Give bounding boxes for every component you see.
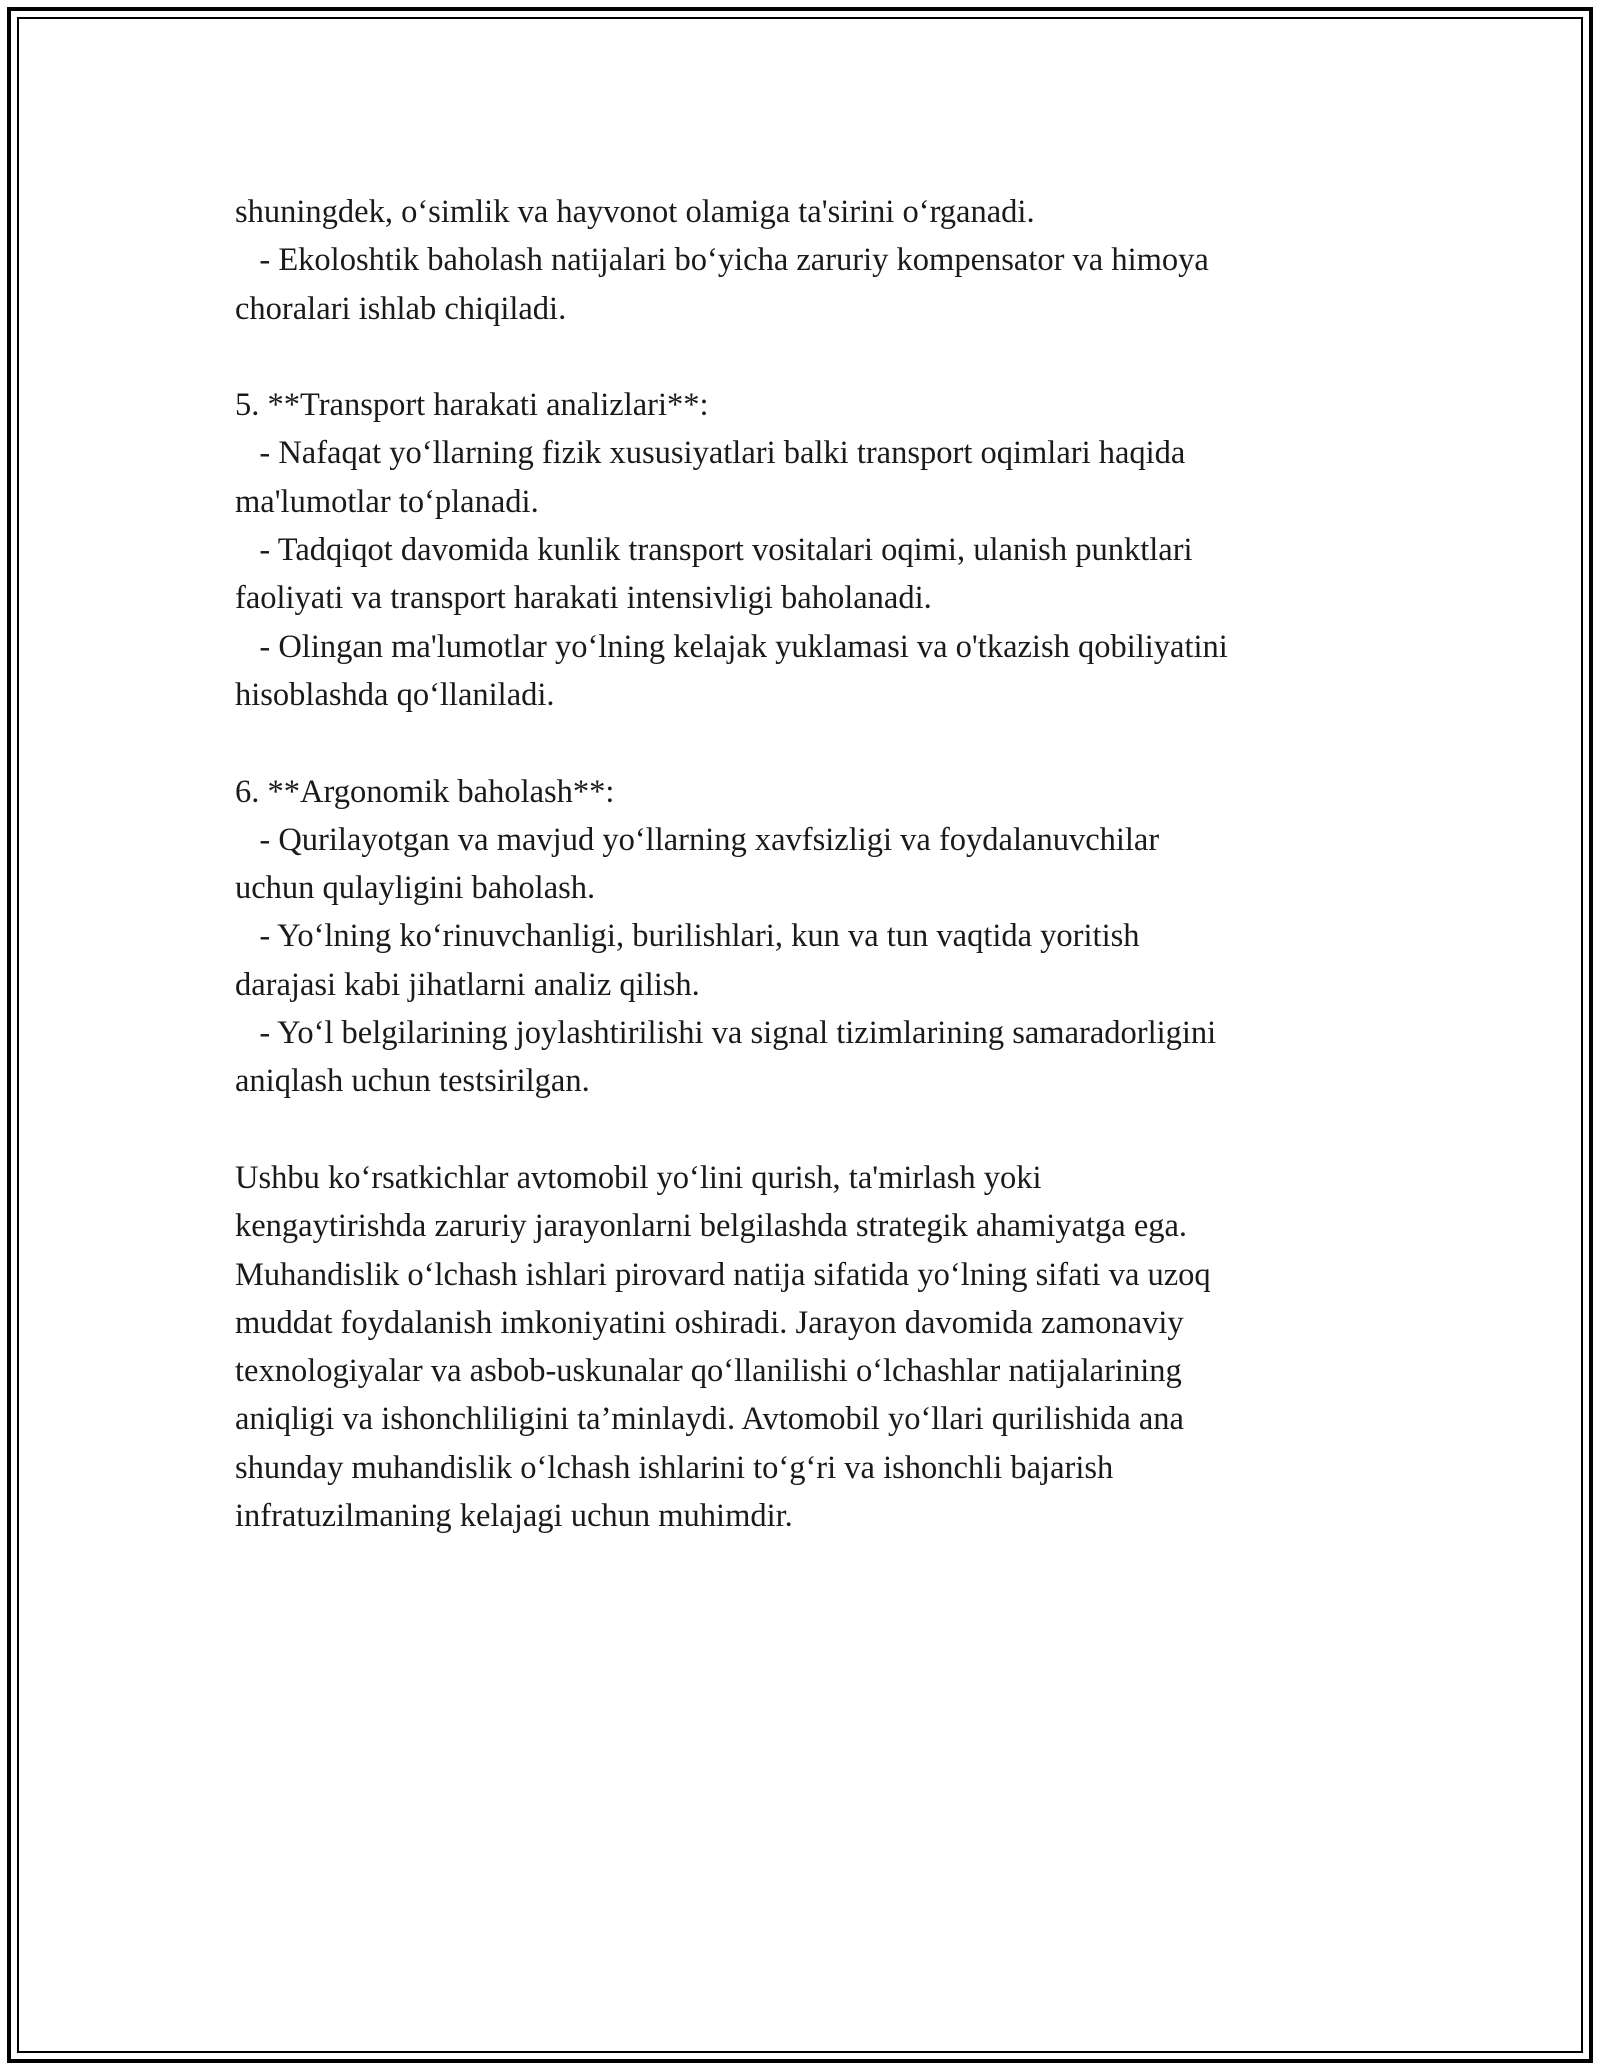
text-line: uchun qulayligini baholash.	[235, 870, 596, 907]
document-body	[235, 188, 1375, 1540]
conclusion-line: aniqligi va ishonchliligini ta’minlaydi. Avtomobil yo‘llari qurilishida ana	[235, 1401, 1184, 1438]
list-item-line: - Yo‘lning ko‘rinuvchanligi, burilishlari, kun va tun vaqtida yoritish	[235, 918, 1140, 955]
text-line: shuningdek, o‘simlik va hayvonot olamiga ta'sirini o‘rganadi.	[235, 194, 1035, 230]
blank-line	[235, 1106, 1375, 1154]
text-line: hisoblashda qo‘llaniladi.	[235, 676, 555, 713]
blank-line	[235, 719, 1375, 767]
list-item-line: - Olingan ma'lumotlar yo‘lning kelajak yuklamasi va o'tkazish qobiliyatini	[235, 628, 1228, 665]
text-line: aniqlash uchun testsirilgan.	[235, 1063, 590, 1100]
text-line: darajasi kabi jihatlarni analiz qilish.	[235, 966, 700, 1003]
section-heading-transport: 5. **Transport harakati analizlari**:	[235, 387, 709, 424]
conclusion-line: Muhandislik o‘lchash ishlari pirovard natija sifatida yo‘lning sifati va uzoq	[235, 1256, 1211, 1293]
list-item-line: - Nafaqat yo‘llarning fizik xususiyatlari balki transport oqimlari haqida	[235, 435, 1186, 472]
list-item-line: - Ekoloshtik baholash natijalari bo‘yicha zaruriy kompensator va himoya	[235, 242, 1209, 279]
conclusion-line: infratuzilmaning kelajagi uchun muhimdir.	[235, 1498, 793, 1535]
conclusion-line: muddat foydalanish imkoniyatini oshiradi. Jarayon davomida zamonaviy	[235, 1304, 1184, 1341]
conclusion-line: shunday muhandislik o‘lchash ishlarini to‘g‘ri va ishonchli bajarish	[235, 1449, 1114, 1486]
conclusion-line: kengaytirishda zaruriy jarayonlarni belgilashda strategik ahamiyatga ega.	[235, 1208, 1188, 1245]
text-line: choralari ishlab chiqiladi.	[235, 290, 567, 327]
list-item-line: - Yo‘l belgilarining joylashtirilishi va signal tizimlarining samaradorligini	[235, 1015, 1217, 1052]
conclusion-line: texnologiyalar va asbob-uskunalar qo‘llanilishi o‘lchashlar natijalarining	[235, 1353, 1182, 1390]
list-item-line: - Tadqiqot davomida kunlik transport vositalari oqimi, ulanish punktlari	[235, 532, 1193, 569]
section-heading-argonomik: 6. **Argonomik baholash**:	[235, 773, 615, 810]
list-item-line: - Qurilayotgan va mavjud yo‘llarning xavfsizligi va foydalanuvchilar	[235, 821, 1160, 858]
text-line: ma'lumotlar to‘planadi.	[235, 483, 539, 520]
blank-line	[235, 333, 1375, 381]
text-line: faoliyati va transport harakati intensivligi baholanadi.	[235, 580, 932, 617]
conclusion-line: Ushbu ko‘rsatkichlar avtomobil yo‘lini qurish, ta'mirlash yoki	[235, 1159, 1042, 1196]
